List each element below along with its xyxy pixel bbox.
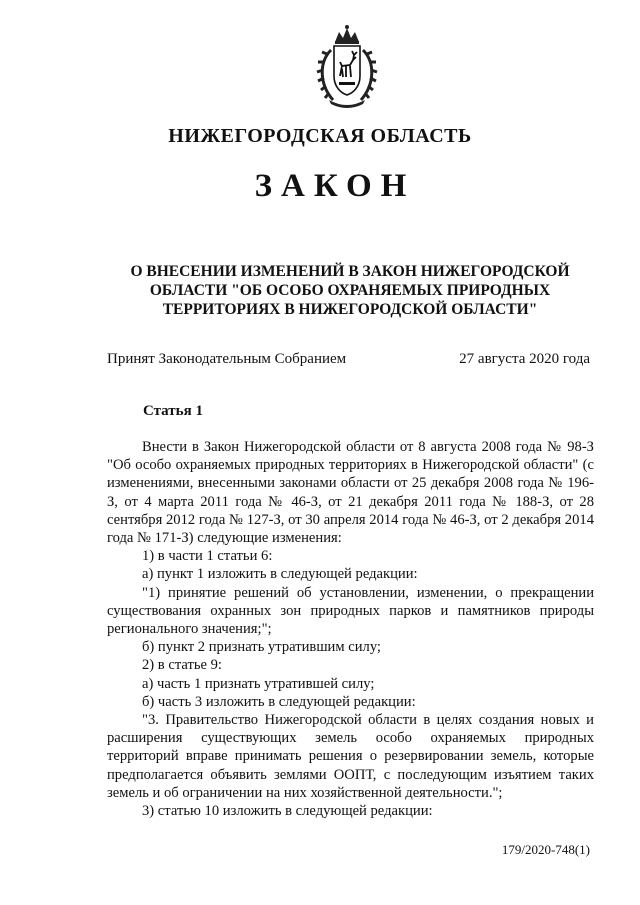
article-paragraph: Внести в Закон Нижегородской области от 8 августа 2008 года № 98-З "Об особо охраняемых природных территориях в Нижегородской области" (с изменениями, внесенными законами области от 25 декабря 2008 года № 196-З, от 4 марта 2011 года № 46-З, от 21 декабря 2011 года № 188-З, от 28 сентября 2012 года № 127-З, от 30 апреля 2014 года № 46-З, от 2 декабря 2014 года № 171-З) следующие изменения: xyxy=(107,439,594,547)
coat-of-arms-icon xyxy=(313,24,381,110)
law-title-line: О ВНЕСЕНИИ ИЗМЕНЕНИЙ В ЗАКОН НИЖЕГОРОДСКОЙ xyxy=(130,263,570,280)
adoption-date: 27 августа 2020 года xyxy=(459,351,590,367)
document-code: 179/2020-748(1) xyxy=(501,842,590,857)
article-paragraph: б) пункт 2 признать утратившим силу; xyxy=(142,639,381,656)
article-paragraph: "3. Правительство Нижегородской области в целях создания новых и расширения существующих земель особо охраняемых природных территорий вправе принимать решения о резервировании земель, которые предполагается объявить землями ООПТ, с последующим изъятием таких земель и об ограничении на них хозяйственной деятельности."; xyxy=(107,712,594,801)
law-title-line: ОБЛАСТИ "ОБ ОСОБО ОХРАНЯЕМЫХ ПРИРОДНЫХ xyxy=(149,282,551,299)
article-body xyxy=(107,438,594,820)
article-paragraph: 1) в части 1 статьи 6: xyxy=(142,548,273,565)
article-paragraph: а) часть 1 признать утратившей силу; xyxy=(142,675,375,692)
law-title-line: ТЕРРИТОРИЯХ В НИЖЕГОРОДСКОЙ ОБЛАСТИ" xyxy=(162,301,538,318)
law-title xyxy=(100,262,600,319)
article-paragraph: 3) статью 10 изложить в следующей редакции: xyxy=(142,803,433,820)
article-paragraph: б) часть 3 изложить в следующей редакции: xyxy=(142,693,416,710)
adoption-text: Принят Законодательным Собранием xyxy=(107,351,347,367)
article-paragraph: а) пункт 1 изложить в следующей редакции: xyxy=(142,566,418,583)
region-name: НИЖЕГОРОДСКАЯ ОБЛАСТЬ xyxy=(168,125,472,147)
document-type: ЗАКОН xyxy=(254,168,416,204)
article-paragraph: "1) принятие решений об установлении, изменении, о прекращении существования охранных зон природных парков и памятников природы регионального значения;"; xyxy=(107,584,594,638)
article-heading: Статья 1 xyxy=(143,403,203,419)
article-paragraph: 2) в статье 9: xyxy=(142,657,222,674)
